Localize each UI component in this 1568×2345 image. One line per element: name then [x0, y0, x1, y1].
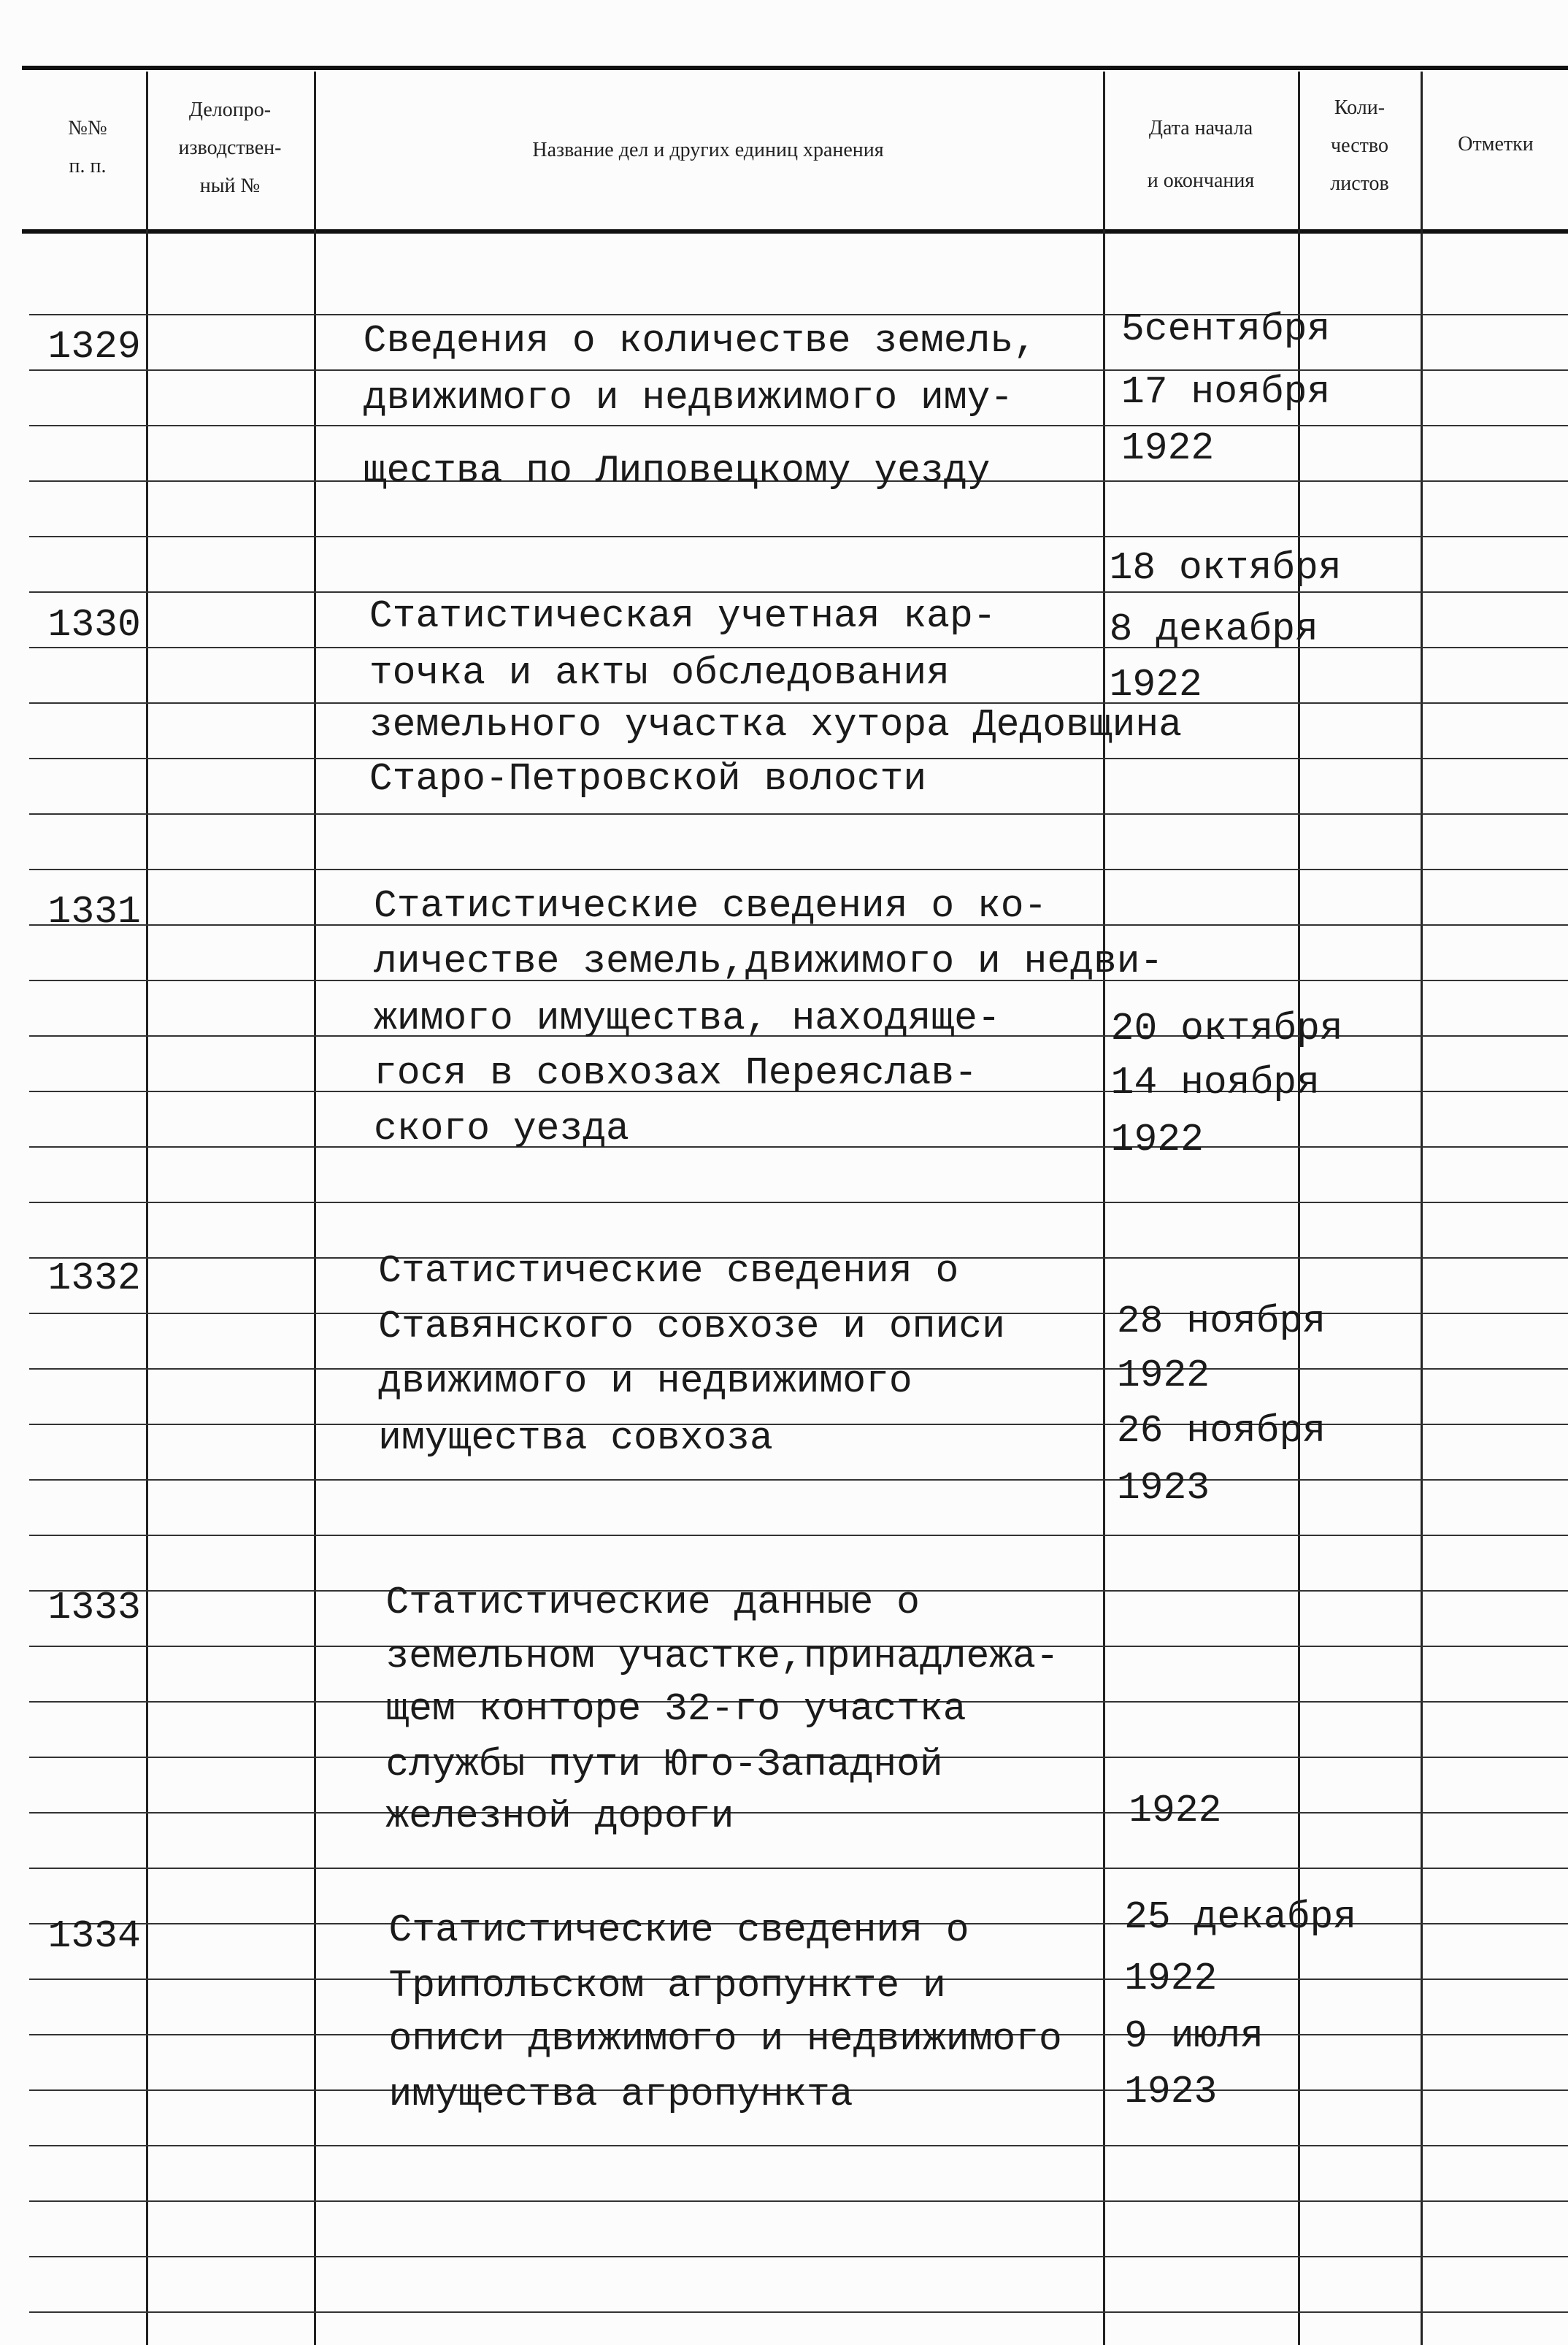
header-sheets-line: Коли- — [1334, 96, 1386, 119]
header-bottom-rule — [22, 229, 1568, 234]
header-num — [44, 110, 131, 185]
entry-date-line: 1922 — [1116, 1354, 1210, 1398]
column-divider — [146, 72, 148, 2345]
header-office-line: ный № — [199, 174, 261, 197]
ruled-line — [29, 647, 1568, 648]
entry-date-line: 8 декабря — [1109, 607, 1318, 652]
header-num-line: п. п. — [69, 155, 107, 177]
header-num-line: №№ — [68, 117, 107, 139]
ruled-line — [29, 2200, 1568, 2202]
entry-date-line: 14 ноября — [1110, 1060, 1320, 1105]
header-sheets — [1299, 89, 1420, 203]
entry-title-line: описи движимого и недвижимого — [388, 2017, 1062, 2062]
entry-date-line: 28 ноября — [1116, 1300, 1326, 1344]
entry-date-line: 9 июля — [1124, 2014, 1264, 2059]
ruled-line — [29, 813, 1568, 815]
column-divider — [1421, 72, 1423, 2345]
entry-title-line: Ставянского совхозе и описи — [378, 1304, 1005, 1348]
entry-title-line: Статистические сведения о ко- — [374, 884, 1048, 929]
entry-date-line: 26 ноября — [1116, 1408, 1326, 1453]
header-dates-line: Дата начала — [1148, 117, 1253, 139]
entry-date-line: 1922 — [1109, 662, 1202, 707]
header-title: Название дел и других единиц хранения — [532, 139, 884, 161]
entry-title-line: земельном участке,принадлежа- — [385, 1635, 1059, 1679]
entry-date-line: 1922 — [1121, 426, 1215, 471]
ruled-line — [29, 1479, 1568, 1481]
entry-date-line: 25 декабря — [1124, 1895, 1357, 1939]
entry-title-line: движимого и недвижимого — [378, 1359, 912, 1404]
ruled-line — [29, 2311, 1568, 2313]
entry-title-line: Статистическая учетная кар- — [369, 594, 996, 638]
header-office-line: Делопро- — [188, 99, 272, 121]
ruled-line — [29, 1868, 1568, 1869]
header-dates-line: и окончания — [1147, 169, 1255, 192]
entry-number: 1329 — [47, 325, 141, 369]
entry-date-line: 1922 — [1110, 1117, 1204, 1162]
ruled-line — [29, 1812, 1568, 1814]
entry-title-line: Старо-Петровской волости — [369, 757, 927, 801]
header-sheets-line: чество — [1331, 134, 1388, 157]
entry-title-line: Трипольском агропункте и — [388, 1963, 946, 2008]
column-divider — [314, 72, 316, 2345]
entry-title-line: Статистические сведения о — [388, 1908, 969, 1952]
ruled-line — [29, 2145, 1568, 2146]
entry-title-line: Сведения о количестве земель, — [363, 318, 1037, 363]
entry-number: 1330 — [47, 603, 141, 648]
ruled-line — [29, 1202, 1568, 1203]
entry-number: 1334 — [47, 1914, 141, 1959]
ruled-line — [29, 1424, 1568, 1425]
entry-title-line: точка и акты обследования — [369, 650, 950, 695]
entry-number: 1331 — [47, 890, 141, 934]
ruled-line — [29, 369, 1568, 371]
entry-date-line: 18 октября — [1109, 546, 1342, 591]
entry-title-line: личестве земель,движимого и недви- — [374, 939, 1164, 983]
ruled-line — [29, 1535, 1568, 1536]
ruled-line — [29, 1146, 1568, 1148]
entry-title-line: имущества совхоза — [378, 1416, 773, 1461]
entry-date-line: 17 ноября — [1121, 369, 1331, 414]
column-divider — [1103, 72, 1105, 2345]
ruled-line — [29, 2256, 1568, 2257]
entry-date-line: 1923 — [1116, 1465, 1210, 1510]
entry-title-line: движимого и недвижимого иму- — [363, 375, 1014, 420]
ruled-line — [29, 869, 1568, 870]
entry-number: 1333 — [47, 1585, 141, 1630]
header-dates — [1106, 102, 1296, 207]
entry-title-line: гося в совхозах Переяслав- — [374, 1051, 977, 1096]
entry-title-line: имущества агропункта — [388, 2073, 853, 2117]
entry-date-line: 20 октября — [1110, 1007, 1343, 1051]
entry-title-line: земельного участка хутора Дедовщина — [369, 703, 1183, 748]
entry-title-line: Статистические сведения о — [378, 1248, 959, 1293]
entry-date-line: 1923 — [1124, 2070, 1218, 2114]
entry-title-line: щем конторе 32-го участка — [385, 1686, 966, 1731]
ruled-line — [29, 536, 1568, 537]
entry-number: 1332 — [47, 1256, 141, 1301]
entry-date-line: 5сентября — [1121, 307, 1331, 351]
ruled-line — [29, 425, 1568, 426]
ruled-line — [29, 314, 1568, 315]
entry-title-line: Статистические данные о — [385, 1581, 920, 1625]
entry-title-line: службы пути Юго-Западной — [385, 1742, 943, 1786]
entry-title-line: жимого имущества, находяще- — [374, 996, 1001, 1040]
header-sheets-line: листов — [1330, 172, 1389, 195]
header-office-num — [150, 91, 310, 205]
entry-title-line: ского уезда — [374, 1107, 629, 1151]
ruled-line — [29, 591, 1568, 593]
entry-date-line: 1922 — [1129, 1789, 1222, 1833]
header-office-line: изводствен- — [178, 137, 282, 159]
header-top-rule — [22, 66, 1568, 70]
entry-title-line: щества по Липовецкому уезду — [363, 449, 991, 494]
entry-title-line: железной дороги — [385, 1795, 734, 1839]
entry-date-line: 1922 — [1124, 1956, 1218, 2000]
header-notes: Отметки — [1458, 133, 1534, 156]
